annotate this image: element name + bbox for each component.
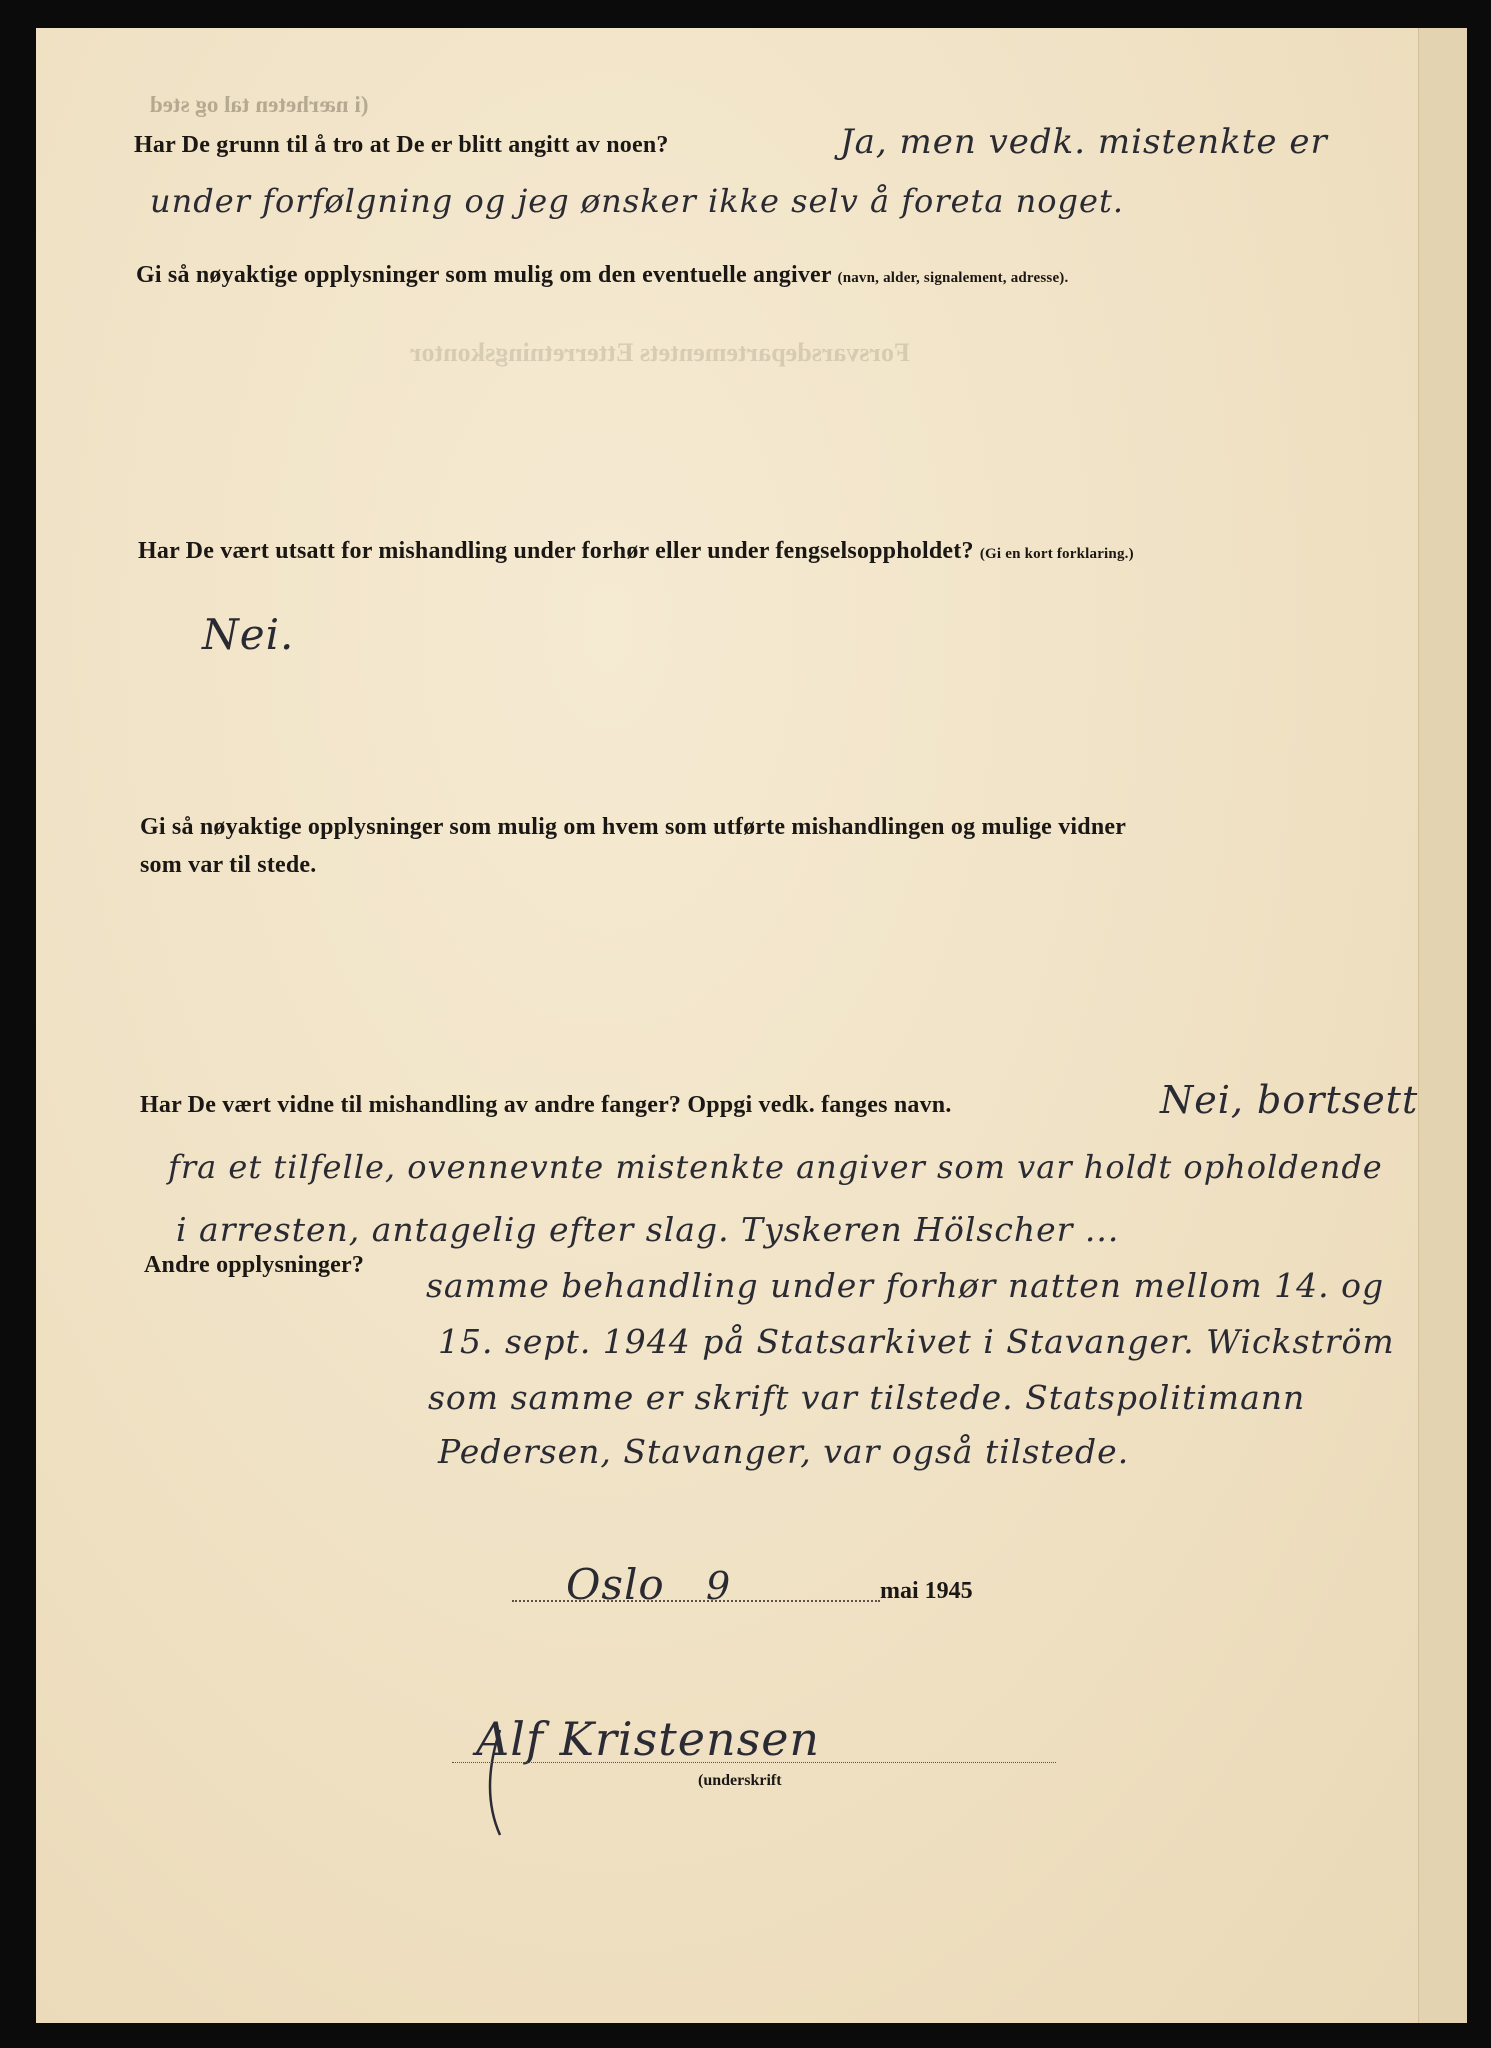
answer-vidne-line0: Nei, bortsett (1160, 1078, 1419, 1122)
signature-stroke (470, 1720, 590, 1840)
answer-vidne-line6: Pedersen, Stavanger, var også tilstede. (438, 1432, 1130, 1471)
answer-vidne-line4: 15. sept. 1944 på Statsarkivet i Stavanger. Wickström (438, 1322, 1395, 1361)
question-angiver-text: Gi så nøyaktige opplysninger som mulig om den eventuelle angiver (136, 262, 832, 288)
date-place: Oslo (566, 1560, 665, 1609)
paper-edge (1418, 28, 1467, 2023)
question-mishandling-text: Har De vært utsatt for mishandling under forhør eller under fengselsoppholdet? (138, 538, 974, 564)
question-angitt: Har De grunn til å tro at De er blitt angitt av noen? (134, 132, 669, 158)
answer-angitt-line1: Ja, men vedk. mistenkte er (840, 122, 1328, 162)
answer-angitt-line2: under forfølgning og jeg ønsker ikke selv å foreta noget. (150, 182, 1124, 220)
question-andre: Andre opplysninger? (144, 1252, 365, 1278)
date-month-year: mai 1945 (880, 1578, 973, 1604)
question-vidne: Har De vært vidne til mishandling av andre fanger? Oppgi vedk. fanges navn. (140, 1092, 952, 1118)
answer-vidne-line5: som samme er skrift var tilstede. Statspolitimann (428, 1378, 1306, 1417)
answer-vidne-line3: samme behandling under forhør natten mellom 14. og (426, 1266, 1385, 1305)
answer-vidne-line2: i arresten, antagelig efter slag. Tyskeren Hölscher ... (176, 1210, 1120, 1249)
question-mishandling (138, 538, 1134, 565)
question-mishandling-hint: (Gi en kort forklaring.) (979, 546, 1134, 562)
ghost-top-note: (i nærheten tal og sted (150, 92, 369, 117)
date-day: 9 (706, 1564, 732, 1608)
signature-label: (underskrift (698, 1772, 782, 1789)
question-hvem-line1: Gi så nøyaktige opplysninger som mulig om hvem som utførte mishandlingen og mulige vidner (140, 814, 1127, 840)
question-angiver-hint: (navn, alder, signalement, adresse). (837, 270, 1069, 286)
question-hvem-line2: som var til stede. (140, 852, 317, 878)
ghost-center-header: Forsvarsdepartementets Etterretningskontor (410, 338, 910, 367)
answer-vidne-line1: fra et tilfelle, ovennevnte mistenkte angiver som var holdt opholdende (168, 1148, 1383, 1186)
question-angiver (136, 262, 1068, 289)
answer-mishandling: Nei. (202, 610, 295, 659)
signature-line (452, 1762, 1056, 1763)
signature: Alf Kristensen (476, 1712, 821, 1766)
